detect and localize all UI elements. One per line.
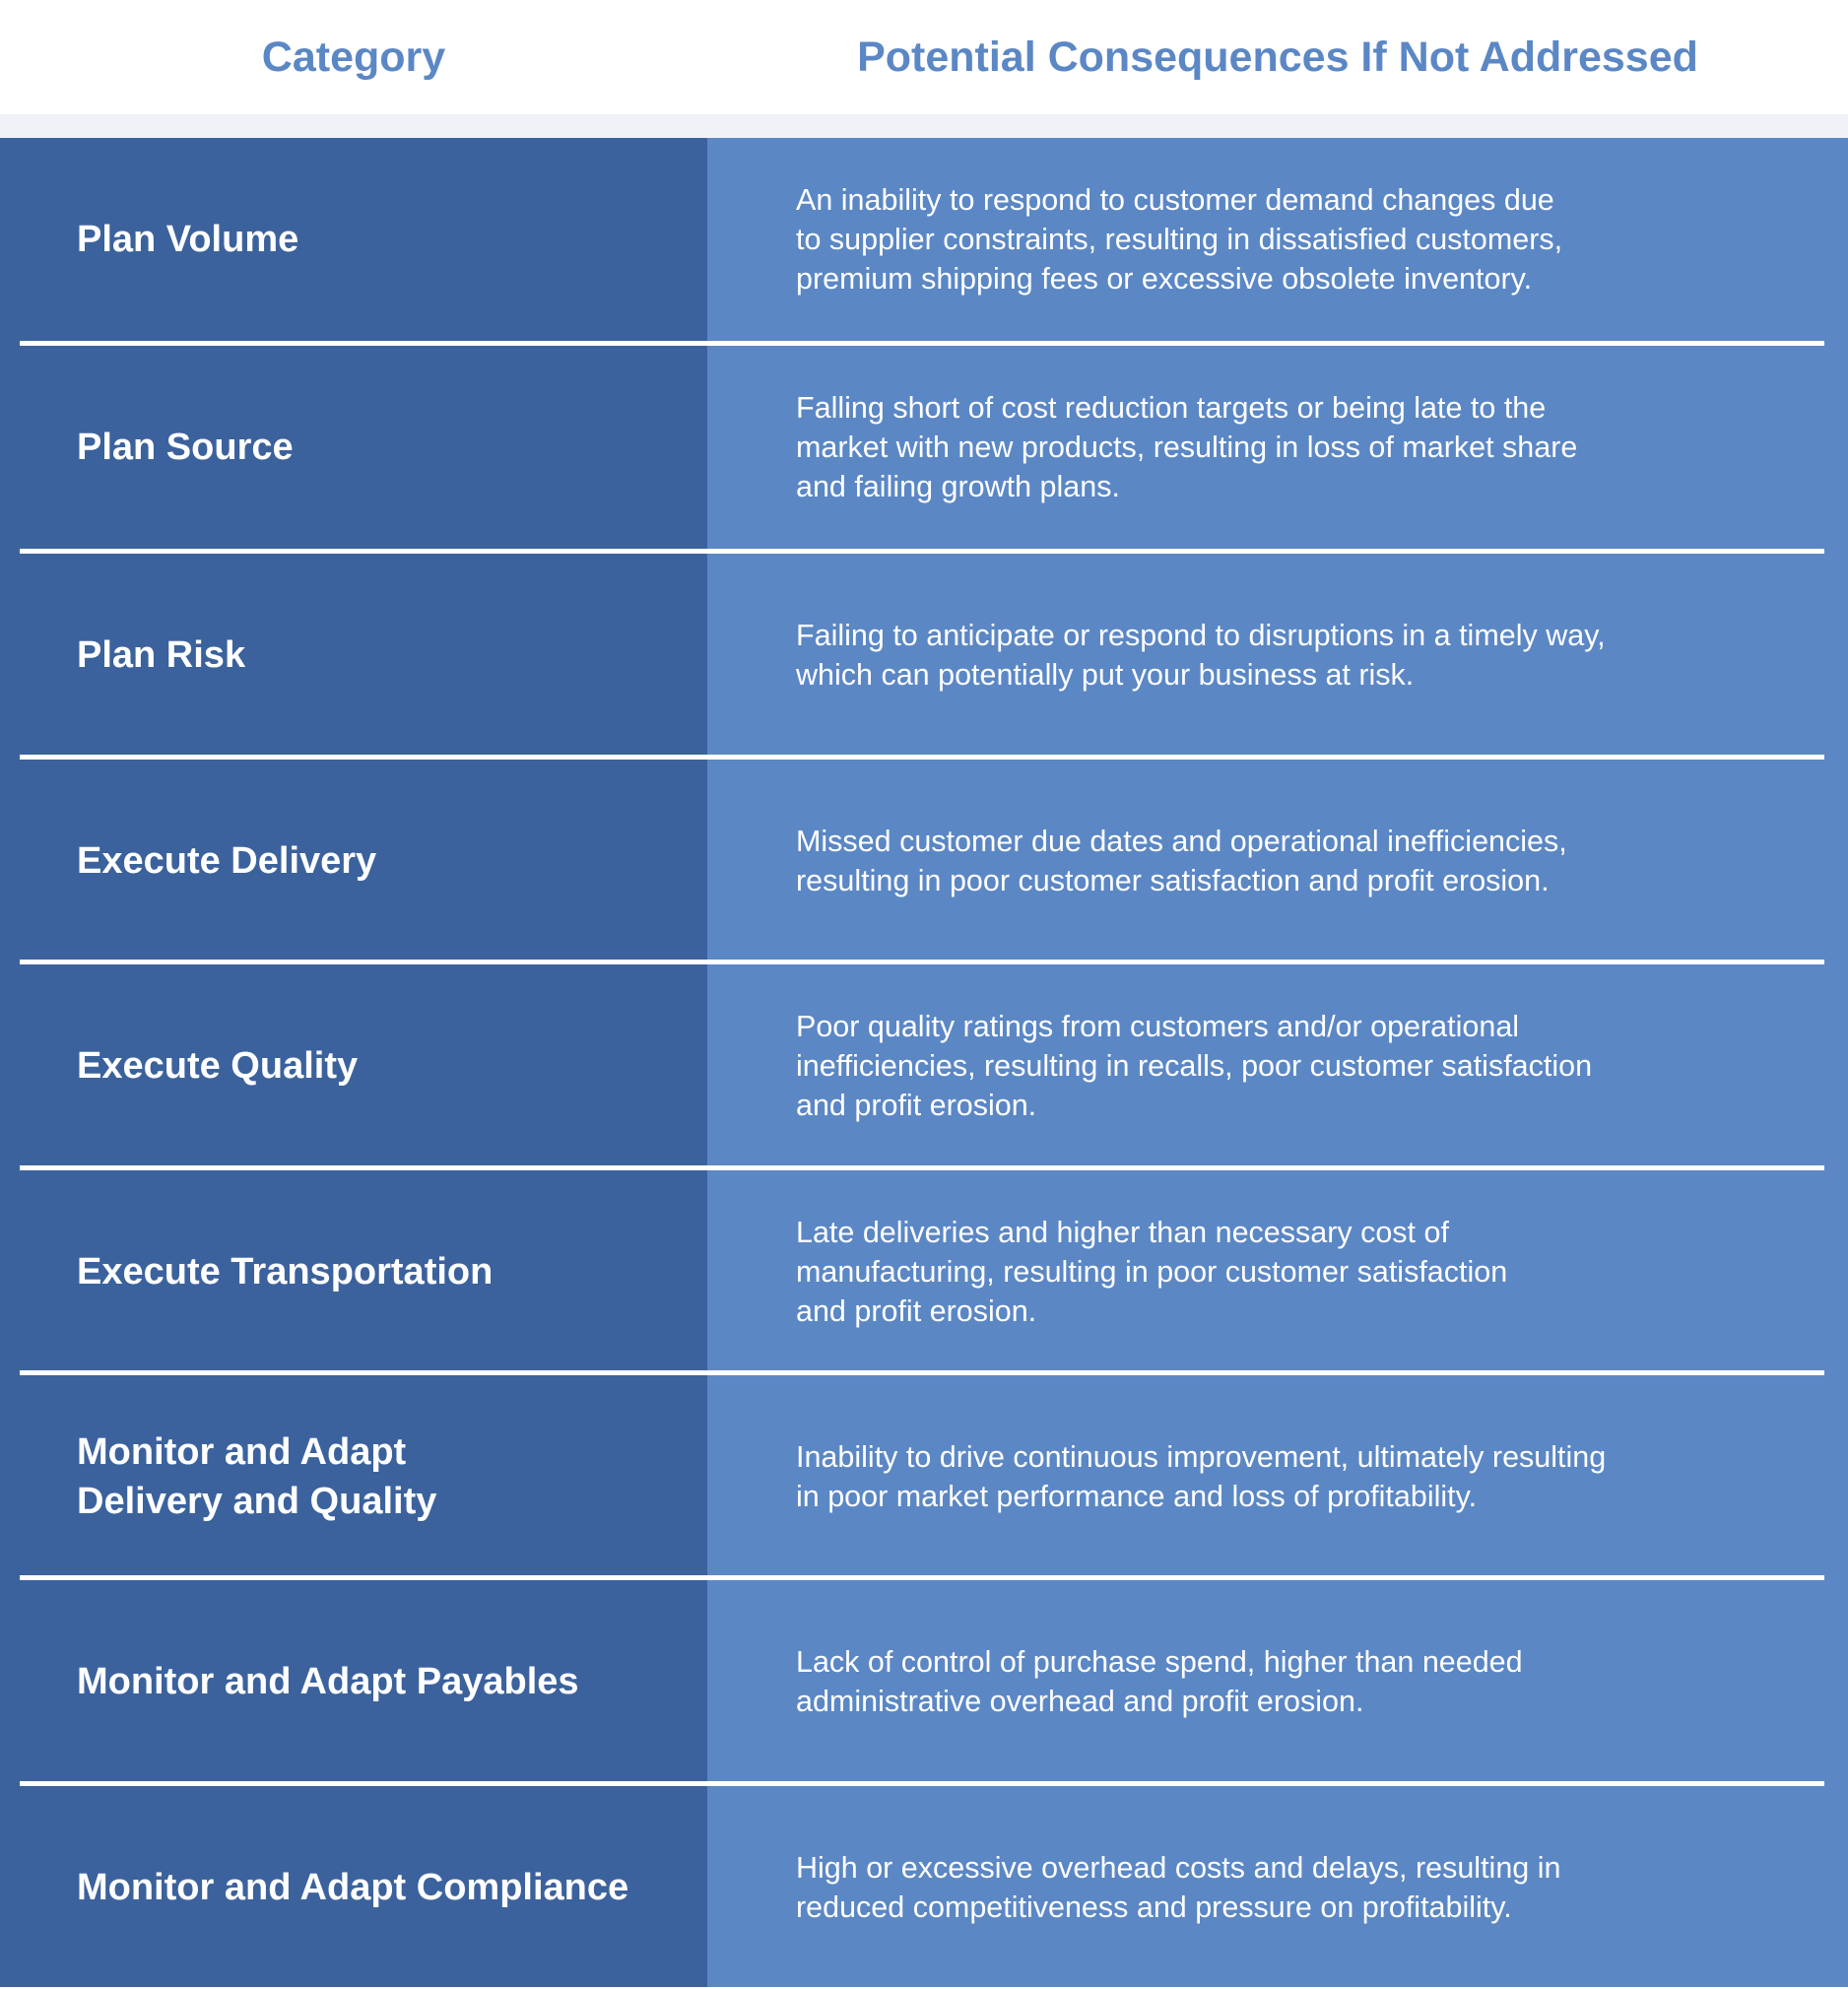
consequence-cell <box>796 760 1722 962</box>
category-text: Plan Risk <box>77 634 246 676</box>
category-cell <box>77 346 688 549</box>
consequences-column-header <box>707 0 1848 114</box>
consequence-text: An inability to respond to customer demand changes due to supplier constraints, resulting in dissatisfied customers, premium shipping fees or excessive obsolete inventory. <box>796 183 1563 296</box>
header-separator-band <box>0 114 1848 138</box>
category-cell <box>77 1786 688 1989</box>
category-cell <box>77 554 688 757</box>
category-text: Plan Source <box>77 427 294 468</box>
consequence-text: Inability to drive continuous improvement, ultimately resulting in poor market performance and loss of profitability. <box>796 1440 1607 1513</box>
category-cell <box>77 1580 688 1783</box>
table-row <box>0 1786 1848 1989</box>
consequences-table <box>0 138 1848 1987</box>
category-text: Execute Delivery <box>77 840 377 882</box>
consequence-cell <box>796 1786 1722 1989</box>
category-cell <box>77 1375 688 1578</box>
category-cell <box>77 760 688 962</box>
consequence-text: Failing to anticipate or respond to disruptions in a timely way, which can potentially put your business at risk. <box>796 619 1606 692</box>
category-cell <box>77 138 688 341</box>
consequence-cell <box>796 1580 1722 1783</box>
consequence-cell <box>796 964 1722 1167</box>
table-row <box>0 1375 1848 1578</box>
consequence-cell <box>796 138 1722 341</box>
category-column-header <box>0 0 707 114</box>
consequence-text: Falling short of cost reduction targets or being late to the market with new products, resulting in loss of market share and failing growth plans. <box>796 391 1578 503</box>
table-row <box>0 1580 1848 1783</box>
consequence-text: Late deliveries and higher than necessary cost of manufacturing, resulting in poor customer satisfaction and profit erosion. <box>796 1216 1508 1328</box>
table-row <box>0 138 1848 341</box>
category-cell <box>77 1170 688 1373</box>
category-header-label: Category <box>261 33 446 81</box>
category-cell <box>77 964 688 1167</box>
table-row <box>0 554 1848 757</box>
consequence-cell <box>796 1375 1722 1578</box>
consequence-text: Lack of control of purchase spend, higher than needed administrative overhead and profit erosion. <box>796 1645 1523 1718</box>
table-header <box>0 0 1848 114</box>
consequence-cell <box>796 1170 1722 1373</box>
table-row <box>0 346 1848 549</box>
category-text: Monitor and Adapt Payables <box>77 1661 579 1702</box>
consequence-text: Poor quality ratings from customers and/or operational inefficiencies, resulting in recalls, poor customer satisfaction and profit erosion. <box>796 1010 1593 1122</box>
consequences-header-label: Potential Consequences If Not Addressed <box>857 33 1698 81</box>
table-row <box>0 1170 1848 1373</box>
category-text: Monitor and Adapt Compliance <box>77 1867 629 1908</box>
category-text: Monitor and Adapt Delivery and Quality <box>77 1431 437 1522</box>
consequence-text: Missed customer due dates and operational inefficiencies, resulting in poor customer satisfaction and profit erosion. <box>796 825 1567 897</box>
consequence-text: High or excessive overhead costs and delays, resulting in reduced competitiveness and pressure on profitability. <box>796 1851 1561 1924</box>
table-row <box>0 964 1848 1167</box>
category-text: Execute Transportation <box>77 1251 494 1293</box>
category-text: Plan Volume <box>77 219 299 260</box>
consequence-cell <box>796 346 1722 549</box>
consequence-cell <box>796 554 1722 757</box>
table-row <box>0 760 1848 962</box>
category-text: Execute Quality <box>77 1045 359 1087</box>
